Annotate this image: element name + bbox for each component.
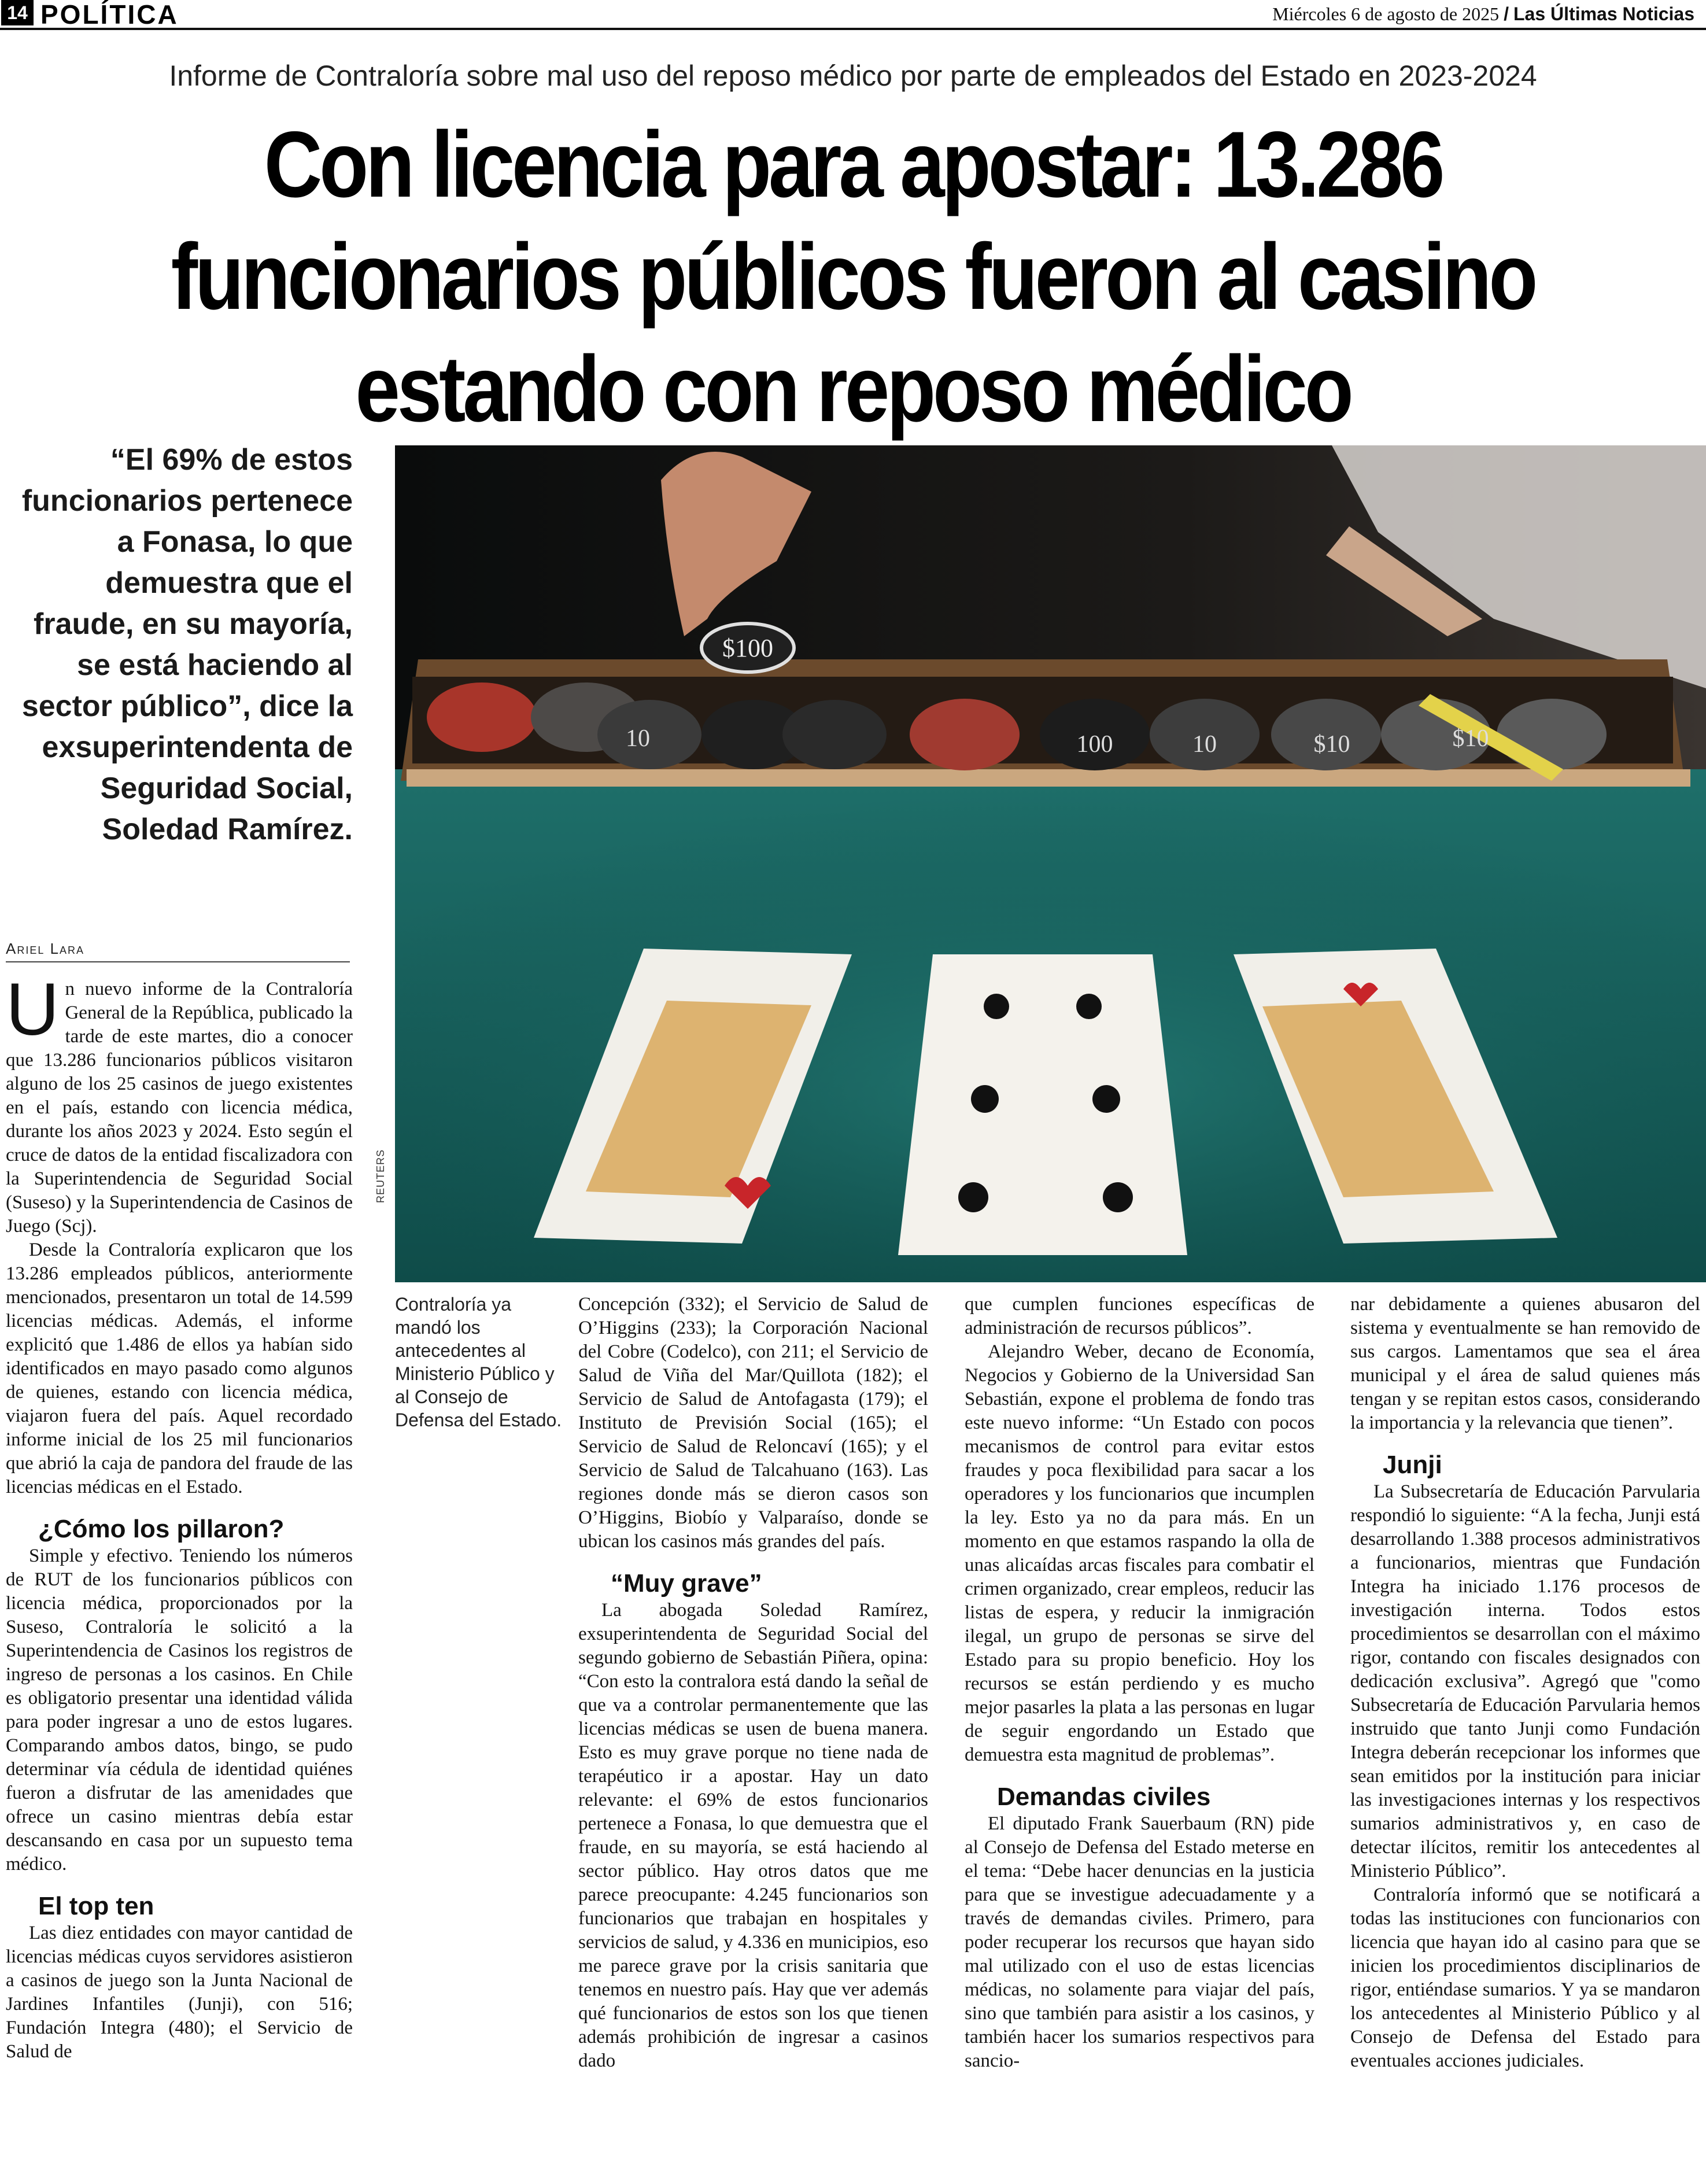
casino-photo-illustration <box>395 445 1706 1282</box>
photo-credit: REUTERS <box>375 1149 386 1203</box>
paragraph-text: n nuevo informe de la Contraloría General de la República, publicado la tarde de este martes, dio a conocer que 13.286 funcionarios públicos visitaron alguno de los 25 casinos de juego existentes en el país, estando con licencia médica, durante los años 2023 y 2024. Esto según el cruce de datos de la entidad fiscalizadora con la Superintendencia de Seguridad Social (Suseso) y la Superintendencia de Casinos de Juego (Scj). <box>6 979 353 1237</box>
subheading: Demandas civiles <box>997 1783 1211 1811</box>
paragraph: Contraloría informó que se notificará a todas las instituciones con funcionarios con licencia que hayan ido al casino para que se inicien los procedimientos disciplinarios de rigor, entiéndase sumarios. Y ya se mandaron los antecedentes al Ministerio Público y al Consejo de Defensa del Estado para eventuales acciones judiciales. <box>1350 1884 1700 2071</box>
paragraph: Alejandro Weber, decano de Economía, Negocios y Gobierno de la Universidad San Sebastián, expone el problema de fondo tras este nuevo informe: “Un Estado con pocos mecanismos de control para evitar estos fraudes y poca flexibilidad para sacar a los operadores y los funcionarios que incumplen la ley. Esto ya no da para más. En un momento en que estamos raspando la olla de unas alicaídas arcas fiscales para combatir el crimen organizado, crear empleos, reducir las listas de espera, y reducir la inmigración ilegal, un grupo de personas se sirve del Estado para su propio beneficio. Hoy los recursos se están perdiendo y es mucho mejor pasarles la plata a las personas en lugar de seguir engordando un Estado que demuestra esta magnitud de problemas”. <box>965 1341 1314 1765</box>
casino-photo <box>395 445 1706 1282</box>
chip-label: $100 <box>722 634 773 662</box>
article-column-3 <box>965 1293 1314 2073</box>
publication-name: Las Últimas Noticias <box>1513 3 1694 24</box>
article-kicker: Informe de Contraloría sobre mal uso del reposo médico por parte de empleados del Estado en 2023-2024 <box>169 60 1537 92</box>
subheading: Junji <box>1383 1451 1442 1479</box>
date-separator: / <box>1504 3 1509 24</box>
subheading: “Muy grave” <box>611 1569 762 1598</box>
article-column-1 <box>6 968 353 2064</box>
pull-quote: “El 69% de estos funcionarios pertenece a Fonasa, lo que demuestra que el fraude, en su mayoría, se está haciendo al sector público”, dice la exsuperintendenta de Seguridad Social, Soledad Ramírez. <box>21 443 353 846</box>
playing-cards <box>534 949 1557 1255</box>
chip-label: $10 <box>1313 731 1350 758</box>
paragraph: La Subsecretaría de Educación Parvularia respondió lo siguiente: “A la fecha, Junji está desarrollando 1.388 procesos administrativos a funcionarios, mientras que Fundación Integra ha iniciado 1.176 procesos de investigación interna. Todos estos procedimientos se desarrollan con el máximo rigor, contando con fiscales designados con dedicación exclusiva”. Agregó que "como Subsecretaría de Educación Parvularia hemos instruido que tanto Junji como Fundación Integra deberán recepcionar los informes que sean emitidos por la institución para iniciar las investigaciones internas y los respectivos sumarios administrativos y, en caso de detectar ilícitos, remitir los antecedentes al Ministerio Público”. <box>1350 1481 1700 1882</box>
issue-date: Miércoles 6 de agosto de 2025 <box>1272 3 1500 24</box>
chip-label: 10 <box>626 725 650 752</box>
paragraph: La abogada Soledad Ramírez, exsuperintendenta de Seguridad Social del segundo gobierno de Sebastián Piñera, opina: “Con esto la contralora está dando la señal de que va a controlar permanentemente que las licencias médicas se usen de buena manera. Esto es muy grave porque no tiene nada de terapéutico ir a apostar. Hay un dato relevante: el 69% de estos funcionarios pertenece a Fonasa, lo que demuestra que el fraude, en su mayoría, se está haciendo al sector público. Hay otros datos que me parece preocupante: 4.245 funcionarios son funcionarios que trabajan en hospitales y servicios de salud, y 4.336 en municipios, eso me parece grave por la crisis sanitaria que tenemos en nuestro país. Hay que ver además qué funcionarios de estos son los que tienen además prohibición de ingresar a casinos dado <box>578 1600 928 2071</box>
byline: Ariel Lara <box>6 940 350 962</box>
paragraph <box>6 968 353 1238</box>
page-number: 14 <box>1 0 34 25</box>
paragraph: Las diez entidades con mayor cantidad de licencias médicas cuyos servidores asistieron a casinos de juego son la Junta Nacional de Jardines Infantiles (Junji), con 516; Fundación Integra (480); el Servicio de Salud de <box>6 1923 353 2062</box>
paragraph: Concepción (332); el Servicio de Salud de O’Higgins (233); la Corporación Nacional del Cobre (Codelco), con 211; el Servicio de Salud de Viña del Mar/Quillota (182); el Servicio de Salud de Antofagasta (179); el Instituto de Previsión Social (165); el Servicio de Salud de Reloncaví (165); y el Servicio de Salud de Talcahuano (163). Las regiones donde más se dieron casos son O’Higgins, Biobío y Valparaíso, donde se ubican los casinos más grandes del país. <box>578 1294 928 1552</box>
section-title: POLÍTICA <box>40 0 179 29</box>
paragraph: El diputado Frank Sauerbaum (RN) pide al Consejo de Defensa del Estado meterse en el tema: “Debe hacer denuncias en la justicia para que se investigue adecuadamente y a través de demandas civiles. Primero, para poder recuperar los recursos que hayan sido mal utilizado con el uso de estas licencias médicas, no solamente para viajar del país, sino que también para asistir a los casinos, y también hacer los sumarios respectivos para sancio- <box>965 1813 1314 2071</box>
paragraph: nar debidamente a quienes abusaron del sistema y eventualmente se han removido de sus cargos. Lamentamos que sea el área municipal y el área de salud quienes más tengan y se repitan estos casos, considerando la importancia y la relevancia que tienen”. <box>1350 1294 1700 1433</box>
chip-label: 10 <box>1192 731 1217 758</box>
page-header <box>0 0 1706 30</box>
drop-cap: U <box>6 968 60 1051</box>
paragraph: Desde la Contraloría explicaron que los 13.286 empleados públicos, anteriormente mencionados, presentaron un total de 14.599 licencias médicas. Además, el informe explicitó que 1.486 de ellos ya habían sido identificados en mayo pasado como algunos de quienes, estando con licencia médica, viajaron fuera del país. Aquel recordado informe inicial de los 25 mil funcionarios que abrió la caja de pandora del fraude de las licencias médicas en el Estado. <box>6 1239 353 1497</box>
issue-date-line <box>1272 3 1694 25</box>
paragraph: Simple y efectivo. Teniendo los números de RUT de los funcionarios públicos con licencia médica, proporcionados por la Suseso, Contraloría le solicitó a la Superintendencia de Casinos los registros de ingreso de personas a los casinos. En Chile es obligatorio presentar una identidad válida para poder ingresar a uno de estos lugares. Comparando ambos datos, bingo, se pudo determinar vía cédula de identidad quiénes fueron a disfrutar de las amenidades que ofrece un casino mientras debía estar descansando en casa por un supuesto tema médico. <box>6 1545 353 1875</box>
subheading: El top ten <box>38 1892 154 1920</box>
article-column-2 <box>578 1293 928 2073</box>
photo-caption: Contraloría ya mandó los antecedentes al Ministerio Público y al Consejo de Defensa del Estado. <box>395 1294 562 1430</box>
article-headline: Con licencia para apostar: 13.286 funcionarios públicos fueron al casino estando con reposo médico <box>171 112 1535 441</box>
chip-label: $10 <box>1452 725 1489 752</box>
article-column-4 <box>1350 1293 1700 2073</box>
chip-label: 100 <box>1076 731 1113 758</box>
paragraph: que cumplen funciones específicas de administración de recursos públicos”. <box>965 1294 1314 1338</box>
subheading: ¿Cómo los pillaron? <box>38 1515 285 1543</box>
